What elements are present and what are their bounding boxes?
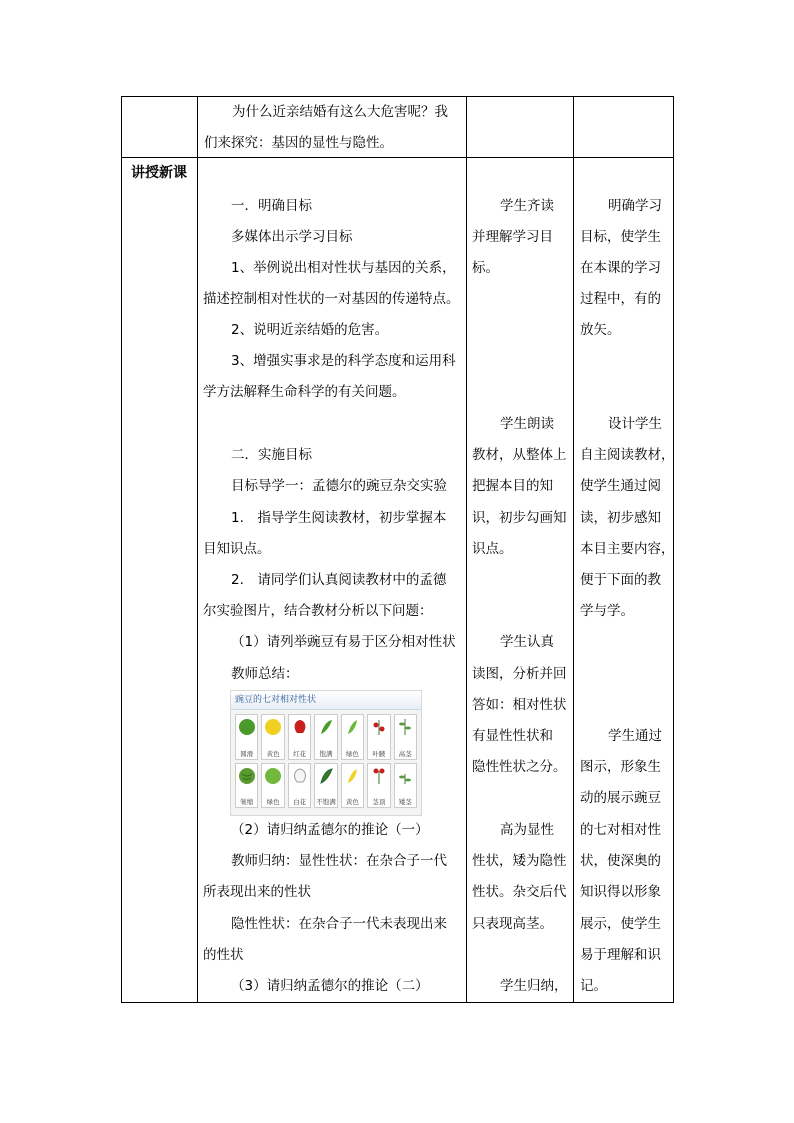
content-line: 的性状 [203, 947, 244, 963]
student-line: 学生齐读 [500, 198, 554, 214]
intent-line: 目标，使学生 [580, 229, 661, 245]
full-pod-icon [317, 718, 335, 736]
student-line: 教材，从整体上 [472, 447, 567, 463]
yellow-pod-icon [343, 767, 361, 785]
intent-line: 的七对相对性 [580, 822, 661, 838]
content-line: 所表现出来的性状 [203, 884, 311, 900]
tall-icon [396, 718, 414, 736]
student-line: 标。 [472, 260, 499, 276]
trait-label: 白花 [293, 798, 307, 806]
content-line: 2. 请同学们认真阅读教材中的孟德 [231, 572, 447, 588]
student-line: 性状，矮为隐性 [472, 853, 567, 869]
intent-line: 学与学。 [580, 603, 634, 619]
student-line: 学生朗读 [500, 416, 554, 432]
col-border-2 [466, 96, 467, 1003]
intent-line: 知识得以形象 [580, 884, 661, 900]
student-line: 学生归纳， [500, 978, 568, 994]
intent-line: 自主阅读教材， [580, 447, 675, 463]
intro-line: 为什么近亲结婚有这么大危害呢？我 [232, 104, 448, 120]
intent-line: 状，使深奥的 [580, 853, 661, 869]
intent-line: 图示，形象生 [580, 759, 661, 775]
content-line: 二．实施目标 [231, 447, 312, 463]
content-line: 尔实验图片，结合教材分析以下问题： [203, 603, 433, 619]
student-line: 把握本目的知 [472, 478, 553, 494]
content-line: 教师总结： [231, 666, 299, 682]
trait-cell-wrinkled [235, 763, 258, 809]
intent-line: 过程中，有的 [580, 291, 661, 307]
pea-traits-figure [230, 690, 422, 816]
trait-label: 圆滑 [240, 749, 254, 758]
intent-line: 记。 [580, 978, 607, 994]
content-line: 3、增强实事求是的科学态度和运用科 [231, 353, 456, 369]
student-line: 答如：相对性状 [472, 697, 567, 713]
content-line: （1）请列举豌豆有易于区分相对性状 [231, 634, 456, 650]
student-line: 读图，分析并回 [472, 666, 567, 682]
intent-line: 便于下面的教 [580, 572, 661, 588]
intent-line: 展示，使学生 [580, 916, 661, 932]
content-line: 描述控制相对性状的一对基因的传递特点。 [203, 291, 460, 307]
trait-label: 高茎 [398, 749, 412, 758]
trait-label: 黄色 [266, 749, 280, 758]
student-line: 有显性性状和 [472, 728, 553, 744]
intro-text [204, 97, 448, 159]
trait-label: 皱缩 [240, 798, 254, 806]
trait-label: 绿色 [345, 749, 359, 758]
intent-line: 本目主要内容， [580, 541, 675, 557]
trait-cell-full-pod [314, 714, 337, 760]
trait-cell-round [235, 714, 258, 760]
trait-label: 黄色 [345, 798, 359, 806]
constricted-pod-icon [317, 767, 335, 785]
content-line: 1. 指导学生阅读教材，初步掌握本 [231, 510, 447, 526]
col-border-3 [573, 96, 574, 1003]
trait-cell-axial [367, 714, 390, 760]
intent-line: 动的展示豌豆 [580, 790, 661, 806]
short-icon [396, 767, 414, 785]
trait-cell-green-pod [341, 714, 364, 760]
terminal-icon [370, 767, 388, 785]
student-line: 并理解学习目 [472, 229, 553, 245]
red-flower-icon [291, 718, 309, 736]
trait-cell-yellow [261, 714, 284, 760]
trait-label: 叶腋 [372, 749, 386, 758]
trait-cell-short [394, 763, 417, 809]
trait-label: 红花 [293, 749, 307, 758]
trait-cell-green [261, 763, 284, 809]
trait-cell-tall [394, 714, 417, 760]
trait-label: 茎顶 [372, 798, 386, 806]
trait-label: 矮茎 [398, 798, 412, 806]
student-line: 高为显性 [500, 822, 554, 838]
trait-cell-white-flower [288, 763, 311, 809]
trait-label: 不饱满 [316, 798, 336, 806]
student-line: 学生认真 [500, 634, 554, 650]
intent-line: 放矢。 [580, 322, 621, 338]
content-line: 教师归纳：显性性状：在杂合子一代 [231, 853, 447, 869]
student-line: 隐性性状之分。 [472, 759, 567, 775]
content-line: 多媒体出示学习目标 [231, 229, 353, 245]
student-line: 性状。杂交后代 [472, 884, 567, 900]
white-flower-icon [291, 767, 309, 785]
wrinkled-icon [238, 767, 256, 785]
intent-line: 使学生通过阅 [580, 478, 661, 494]
student-line: 识点。 [472, 541, 513, 557]
col-border-left [121, 96, 122, 1003]
intent-line: 在本课的学习 [580, 260, 661, 276]
content-line: 2、说明近亲结婚的危害。 [231, 322, 389, 338]
green-pod-icon [343, 718, 361, 736]
trait-cell-constricted-pod [314, 763, 337, 809]
yellow-icon [264, 718, 282, 736]
content-line: 目标导学一：孟德尔的豌豆杂交实验 [231, 478, 447, 494]
trait-cell-red-flower [288, 714, 311, 760]
col-border-1 [197, 96, 198, 1003]
trait-label: 饱满 [319, 749, 333, 758]
student-line: 只表现高茎。 [472, 916, 553, 932]
trait-cell-terminal [367, 763, 390, 809]
intent-line: 易于理解和识 [580, 947, 661, 963]
trait-label: 绿色 [266, 798, 280, 806]
intent-line: 明确学习 [608, 198, 662, 214]
table-bottom-border [121, 1002, 674, 1003]
traits-grid [231, 710, 421, 812]
trait-cell-yellow-pod [341, 763, 364, 809]
round-icon [238, 718, 256, 736]
content-line: （3）请归纳孟德尔的推论（二） [231, 978, 429, 994]
student-line: 识，初步勾画知 [472, 510, 567, 526]
intent-line: 学生通过 [608, 728, 662, 744]
content-line: 学方法解释生命科学的有关问题。 [203, 384, 406, 400]
content-line: 目知识点。 [203, 541, 271, 557]
content-line: 1、举例说出相对性状与基因的关系， [231, 260, 456, 276]
content-line: 一．明确目标 [231, 198, 312, 214]
content-line: （2）请归纳孟德尔的推论（一） [231, 822, 429, 838]
intent-line: 读，初步感知 [580, 510, 661, 526]
content-line: 隐性性状：在杂合子一代未表现出来 [231, 916, 447, 932]
green-icon [264, 767, 282, 785]
stage-label: 讲授新课 [131, 165, 187, 181]
intro-line: 们来探究：基因的显性与隐性。 [204, 135, 393, 151]
axial-icon [370, 718, 388, 736]
intent-line: 设计学生 [608, 416, 662, 432]
figure-title: 豌豆的七对相对性状 [231, 691, 421, 710]
